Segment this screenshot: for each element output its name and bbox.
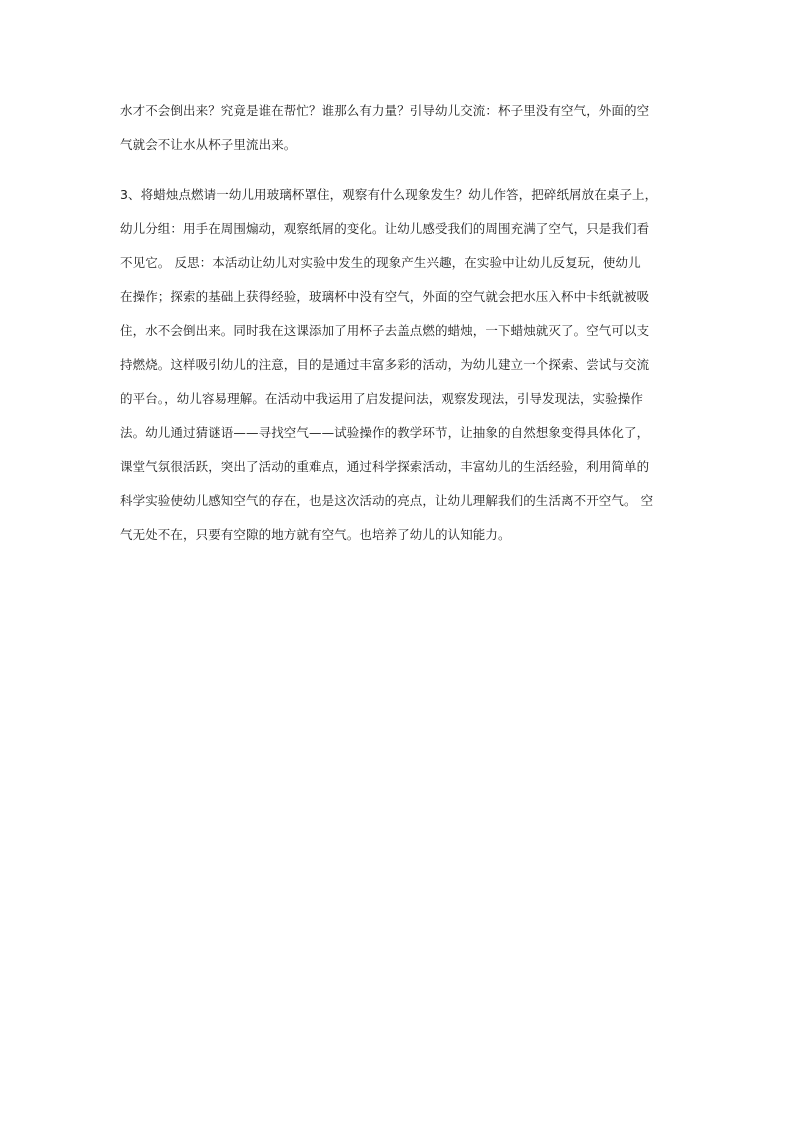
paragraph-air-in-cup [120, 102, 675, 170]
text-line: 不见它。 反思：本活动让幼儿对实验中发生的现象产生兴趣，在实验中让幼儿反复玩，使幼儿 [120, 255, 641, 270]
paragraph-gap [120, 170, 675, 186]
text-line: 课堂气氛很活跃，突出了活动的重难点，通过科学探索活动，丰富幼儿的生活经验，利用简单的 [120, 459, 650, 474]
text-line: 气无处不在，只要有空隙的地方就有空气。也培养了幼儿的认知能力。 [120, 527, 511, 542]
text-line: 气就会不让水从杯子里流出来。 [120, 137, 297, 152]
text-line: 幼儿分组：用手在周围煽动，观察纸屑的变化。让幼儿感受我们的周围充满了空气，只是我们看 [120, 221, 650, 236]
text-line: 在操作；探索的基础上获得经验，玻璃杯中没有空气，外面的空气就会把水压入杯中卡纸就被吸 [120, 289, 650, 304]
text-line: 水才不会倒出来？究竟是谁在帮忙？谁那么有力量？引导幼儿交流：杯子里没有空气，外面的空 [120, 103, 650, 118]
text-line: 3、将蜡烛点燃请一幼儿用玻璃杯罩住，观察有什么现象发生？幼儿作答，把碎纸屑放在桌子上， [120, 187, 658, 202]
paragraph-candle-and-reflection [120, 186, 675, 560]
text-line: 持燃烧。这样吸引幼儿的注意，目的是通过丰富多彩的活动，为幼儿建立一个探索、尝试与交流 [120, 357, 650, 372]
text-line: 法。幼儿通过猜谜语——寻找空气——试验操作的教学环节，让抽象的自然想象变得具体化了， [120, 425, 650, 440]
document-body [120, 102, 675, 560]
text-line: 科学实验使幼儿感知空气的存在，也是这次活动的亮点，让幼儿理解我们的生活离不开空气。 空 [120, 493, 654, 508]
text-line: 的平台。，幼儿容易理解。在活动中我运用了启发提问法，观察发现法，引导发现法，实验操作 [120, 391, 643, 406]
text-line: 住，水不会倒出来。同时我在这课添加了用杯子去盖点燃的蜡烛，一下蜡烛就灭了。空气可以支 [120, 323, 650, 338]
